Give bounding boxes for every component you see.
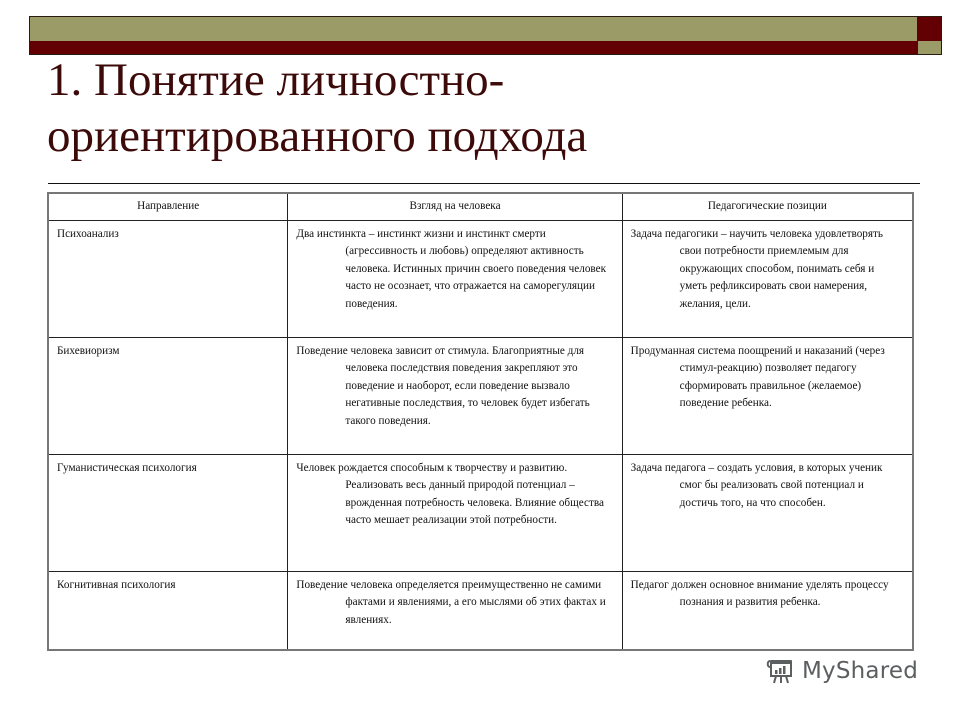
presentation-board-icon xyxy=(766,656,796,686)
table-row xyxy=(48,337,913,454)
slide-header-bar xyxy=(29,16,942,55)
header-corner-maroon-square xyxy=(917,17,941,41)
slide-title xyxy=(47,52,907,164)
slide-title-line-2: ориентированного подхода xyxy=(47,110,588,162)
slide-title-line-1: 1. Понятие личностно- xyxy=(47,54,505,106)
cell-direction: Бихевиоризм xyxy=(48,337,288,454)
cell-view-text: Поведение человека зависит от стимула. Благоприятные для человека последствия поведения закрепляют это поведение и наоборот, если поведение вызвало негативные последствия, то человек будет избегать такого поведения. xyxy=(296,344,590,427)
cell-view-text: Два инстинкта – инстинкт жизни и инстинкт смерти (агрессивность и любовь) определяют активность человека. Истинных причин своего поведения человек часто не осознает, что отражается на саморегуляции поведения. xyxy=(296,227,607,310)
table-row xyxy=(48,454,913,571)
approaches-table xyxy=(47,192,914,651)
cell-position xyxy=(622,337,913,454)
header-view-of-person: Взгляд на человека xyxy=(288,193,622,220)
header-corner-olive-square xyxy=(917,41,941,54)
cell-view-text: Поведение человека определяется преимущественно не самими фактами и явлениями, а его мыслями об этих фактах и явлениях. xyxy=(296,578,606,626)
header-direction: Направление xyxy=(48,193,288,220)
watermark-text: MyShared xyxy=(802,658,919,684)
cell-direction: Когнитивная психология xyxy=(48,571,288,650)
header-olive-strip xyxy=(30,17,917,41)
table-header-row xyxy=(48,193,913,220)
cell-position-text: Продуманная система поощрений и наказаний (через стимул-реакцию) позволяет педагогу сформировать правильное (желаемое) поведение ребенка. xyxy=(630,344,885,410)
table-row xyxy=(48,571,913,650)
cell-direction: Психоанализ xyxy=(48,220,288,337)
cell-position-text: Задача педагогики – научить человека удовлетворять свои потребности приемлемым для окружающих способом, понимать себя и уметь рефликсировать свои намерения, желания, цели. xyxy=(630,227,884,310)
cell-position-text: Педагог должен основное внимание уделять процессу познания и развития ребенка. xyxy=(630,578,889,609)
cell-direction: Гуманистическая психология xyxy=(48,454,288,571)
cell-view-text: Человек рождается способным к творчеству и развитию. Реализовать весь данный природой потенциал – врожденная потребность человека. Влияние общества часто мешает реализации этой потребности. xyxy=(296,461,604,527)
myshared-watermark xyxy=(766,656,918,686)
title-underline-divider xyxy=(48,183,920,184)
cell-position xyxy=(622,220,913,337)
cell-view xyxy=(288,571,622,650)
header-pedagogical-positions: Педагогические позиции xyxy=(622,193,913,220)
cell-view xyxy=(288,220,622,337)
cell-position-text: Задача педагога – создать условия, в которых ученик смог бы реализовать свой потенциал и достичь того, на что способен. xyxy=(630,461,883,509)
cell-position xyxy=(622,454,913,571)
cell-view xyxy=(288,454,622,571)
cell-position xyxy=(622,571,913,650)
table-row xyxy=(48,220,913,337)
cell-view xyxy=(288,337,622,454)
